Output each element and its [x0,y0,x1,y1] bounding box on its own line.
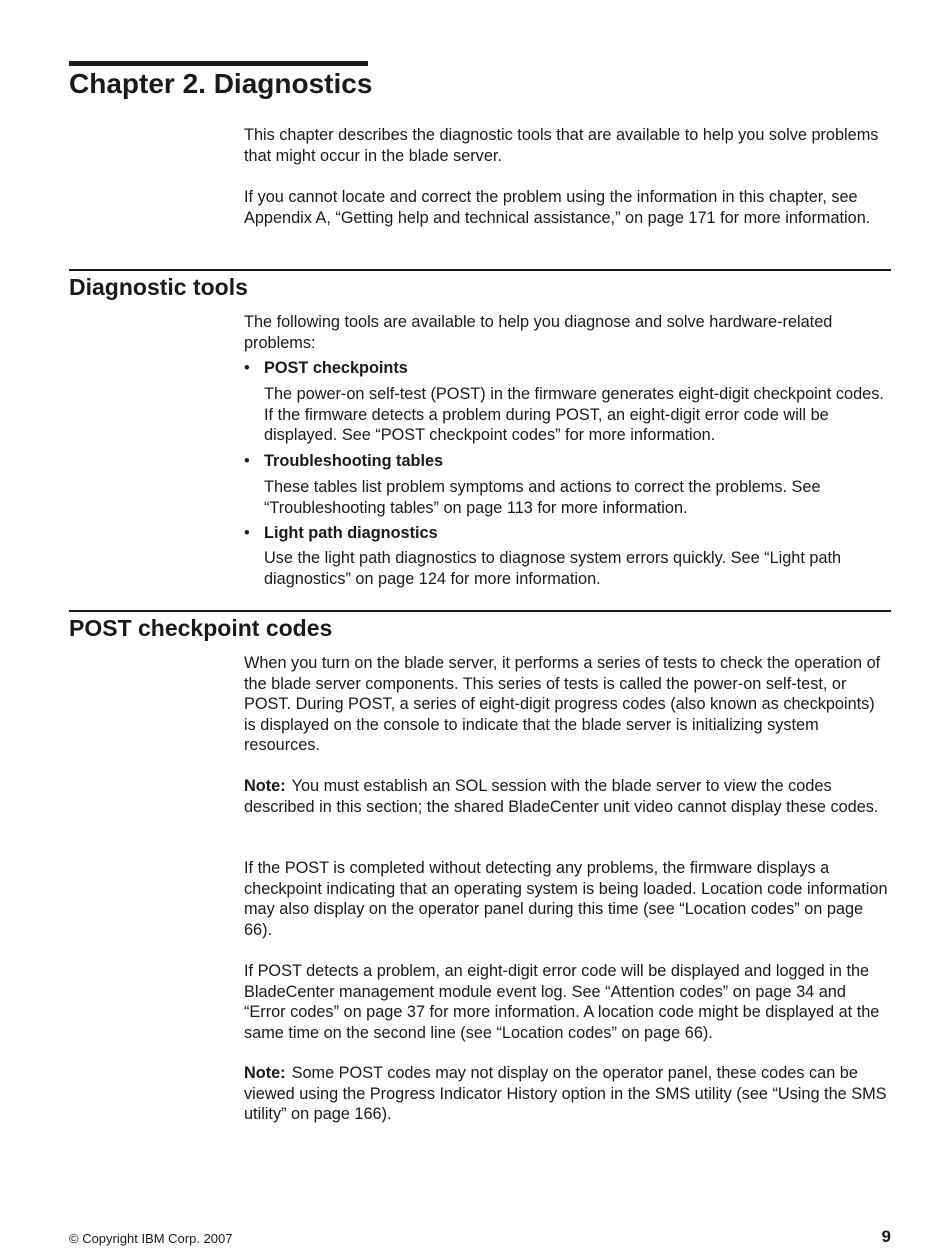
post-codes-note-1 [244,776,889,817]
chapter-title: Chapter 2. Diagnostics [69,68,373,99]
post-codes-paragraph-1 [244,653,889,756]
chapter-help-paragraph [244,187,889,228]
section-rule-post-checkpoint-codes [69,610,891,612]
post-codes-note-2 [244,1063,889,1125]
note-label: Note: [244,1064,286,1082]
chapter-intro-paragraph [244,125,889,166]
post-codes-note-1-body [244,776,889,817]
tool-item-title-light-path-diagnostics: Light path diagnostics [264,524,438,542]
post-codes-note-2-body [244,1063,889,1125]
footer-copyright: © Copyright IBM Corp. 2007 [69,1231,233,1246]
section-rule-diagnostic-tools [69,269,891,271]
tool-item-description-troubleshooting-tables: These tables list problem symptoms and actions to correct the problems. See “Troubleshooting tables” on page 113 for more information. [264,478,821,517]
post-codes-note-1-text: You must establish an SOL session with the blade server to view the codes described in this section; the shared BladeCenter unit video cannot display these codes. [244,777,879,816]
post-codes-paragraph-2 [244,858,889,940]
post-codes-paragraph-3-text: If POST detects a problem, an eight-digit error code will be displayed and logged in the BladeCenter management module event log. See “Attention codes” on page 34 and “Error codes” on page 37 for more information. A location code might be displayed at the same time on the second line (see “Location codes” on page 66). [244,962,880,1042]
post-codes-paragraph-1-text: When you turn on the blade server, it performs a series of tests to check the operation of the blade server components. This series of tests is called the power-on self-test, or POST. During POST, a series of eight-digit progress codes (also known as checkpoints) is displayed on the console to indicate that the blade server is initializing system resources. [244,654,881,755]
post-codes-paragraph-2-text: If the POST is completed without detecting any problems, the firmware displays a checkpoint indicating that an operating system is being loaded. Location code information may also display on the operator panel during this time (see “Location codes” on page 66). [244,859,888,939]
bullet-marker: • [244,359,250,377]
bullet-marker: • [244,452,250,470]
diagnostic-tools-intro-text: The following tools are available to help you diagnose and solve hardware-related problems: [244,313,833,352]
post-codes-paragraph-3 [244,961,889,1043]
footer-page-number: 9 [881,1227,891,1246]
note-label: Note: [244,777,286,795]
section-title-diagnostic-tools: Diagnostic tools [69,274,248,300]
diagnostic-tools-intro [244,312,889,353]
tool-item-description-post-checkpoints: The power-on self-test (POST) in the firmware generates eight-digit checkpoint codes. If the firmware detects a problem during POST, an eight-digit error code will be displayed. See “POST checkpoint codes” for more information. [264,385,884,445]
tool-item-description-light-path-diagnostics: Use the light path diagnostics to diagnose system errors quickly. See “Light path diagnostics” on page 124 for more information. [264,549,842,588]
chapter-intro-text: This chapter describes the diagnostic tools that are available to help you solve problems that might occur in the blade server. [244,126,879,165]
post-codes-note-2-text: Some POST codes may not display on the operator panel, these codes can be viewed using the Progress Indicator History option in the SMS utility (see “Using the SMS utility” on page 166). [244,1064,887,1124]
section-title-post-checkpoint-codes: POST checkpoint codes [69,615,333,641]
bullet-marker: • [244,524,250,542]
tool-item-title-troubleshooting-tables: Troubleshooting tables [264,452,444,470]
tool-item-title-post-checkpoints: POST checkpoints [264,359,408,377]
chapter-help-text: If you cannot locate and correct the problem using the information in this chapter, see Appendix A, “Getting help and technical assistance,” on page 171 for more information. [244,188,871,227]
